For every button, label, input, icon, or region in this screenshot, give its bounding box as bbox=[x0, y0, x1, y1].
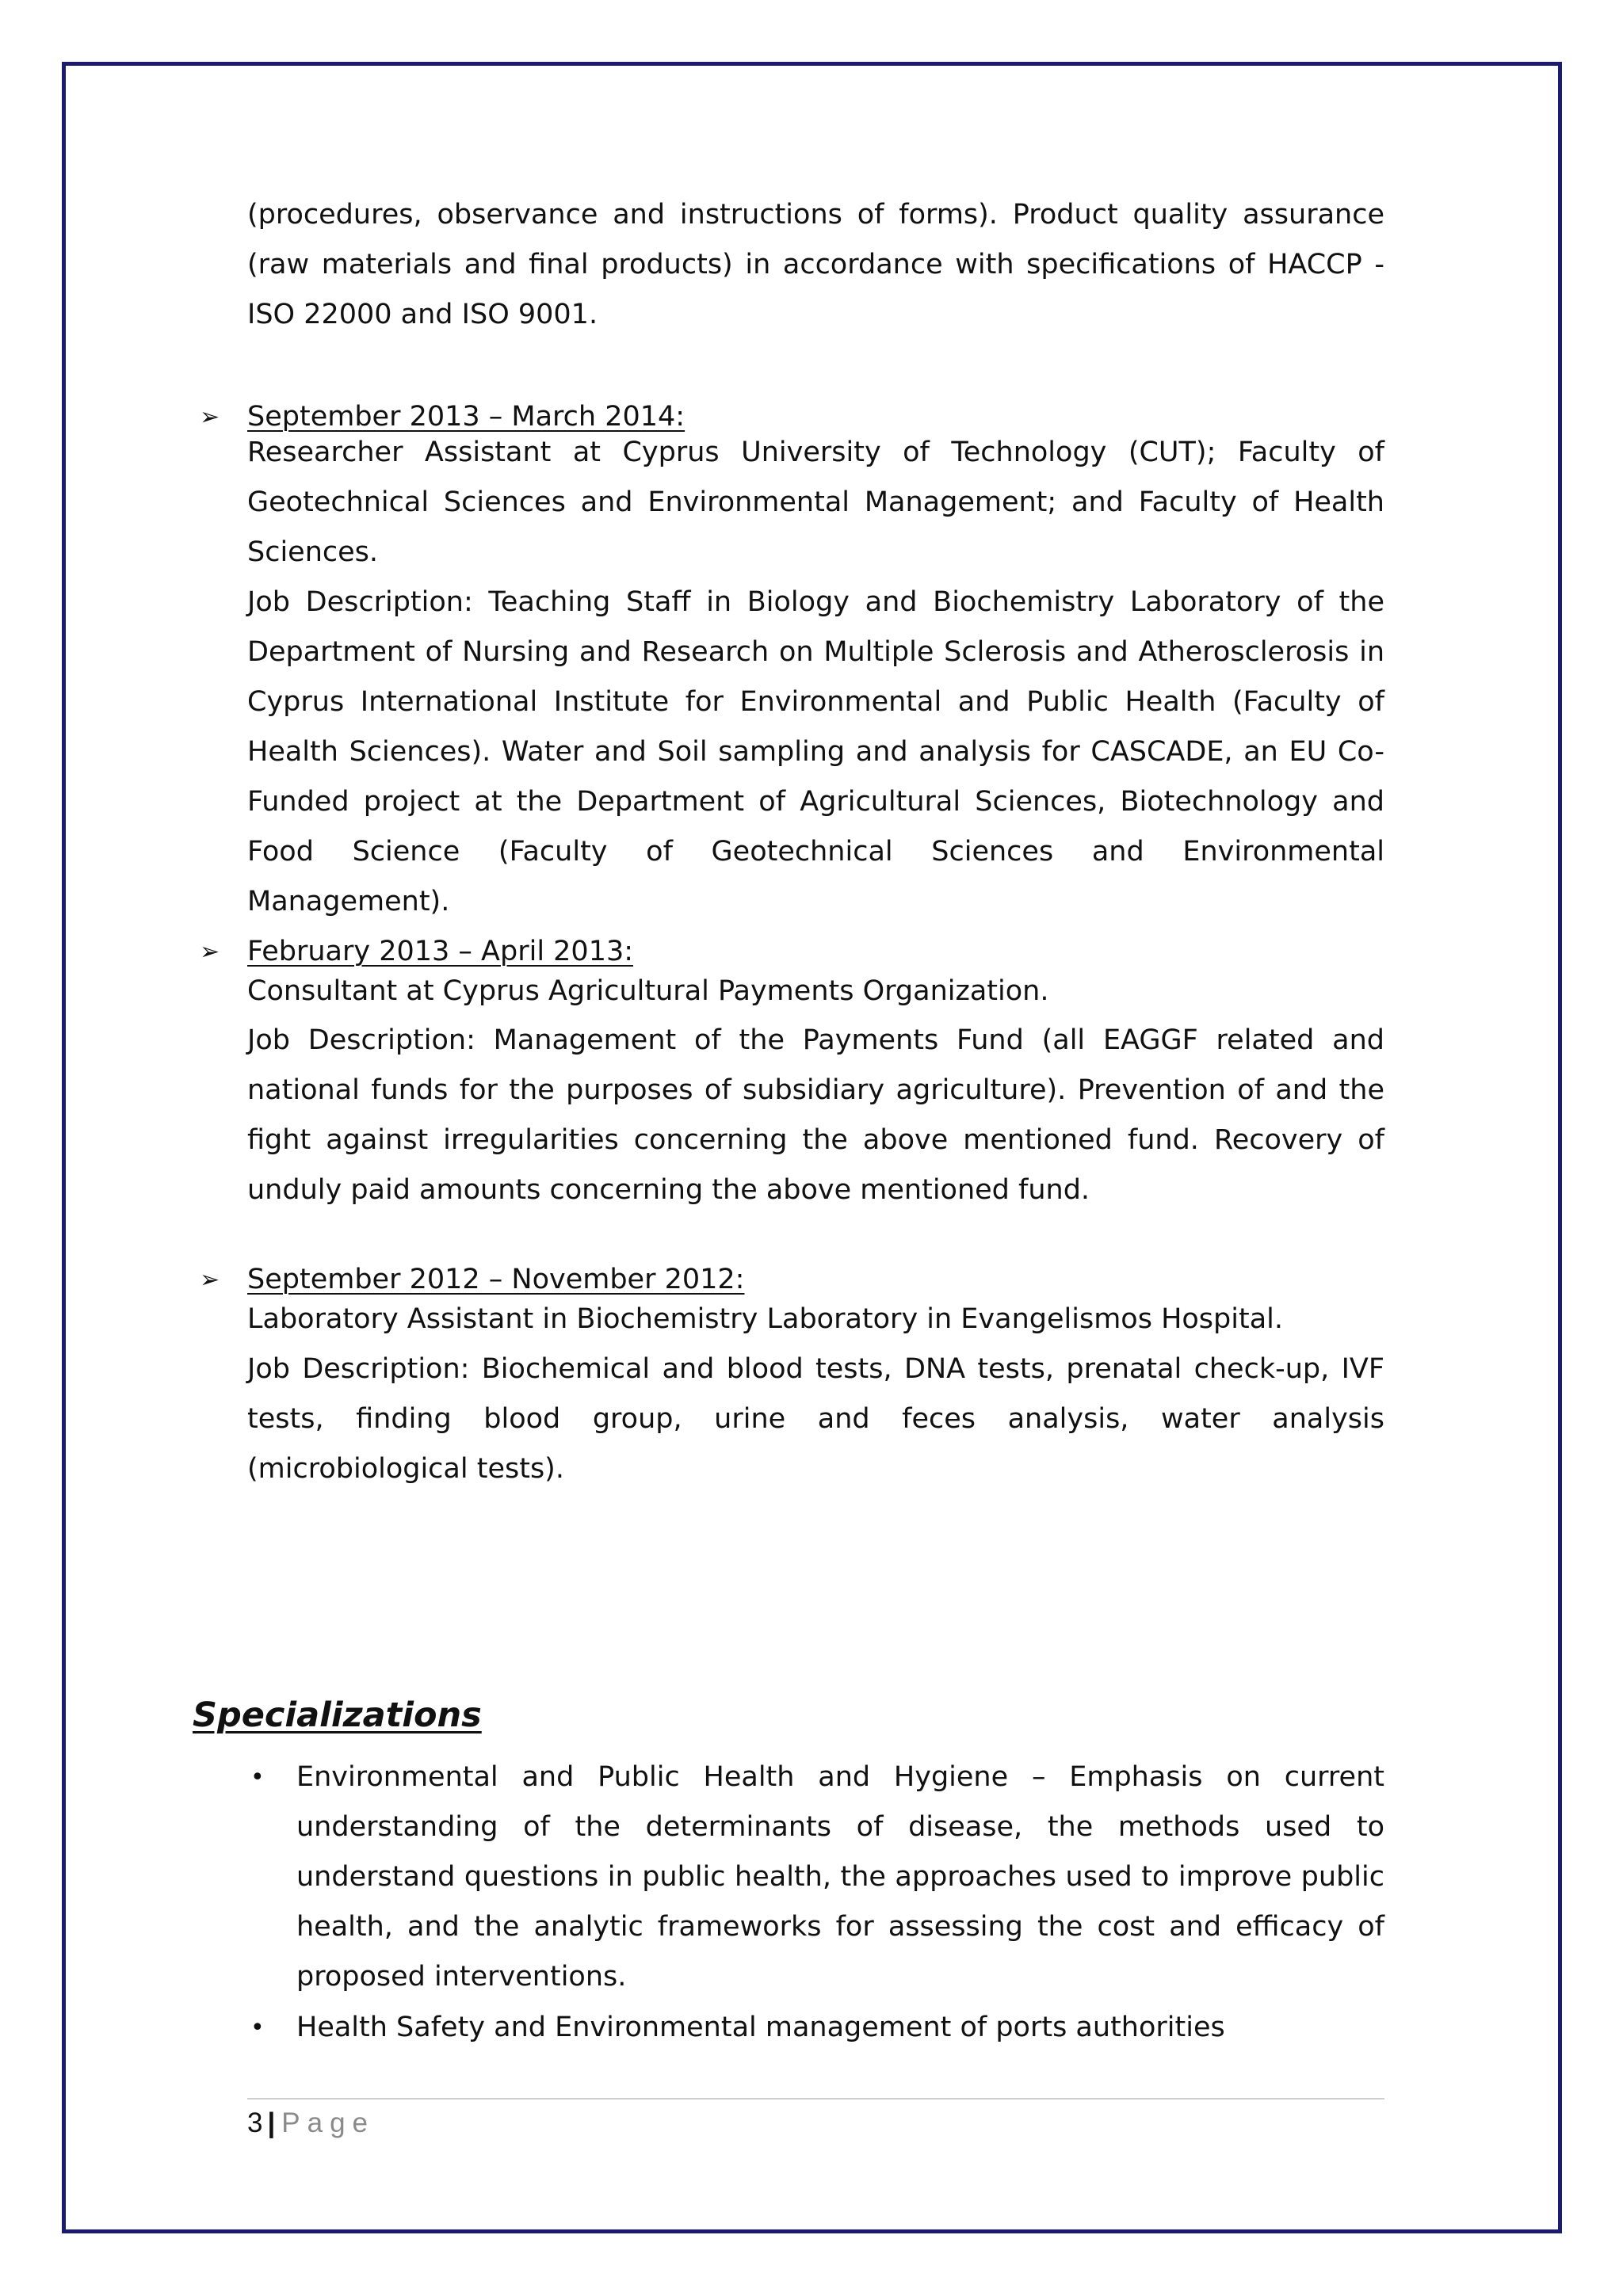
experience-position: Researcher Assistant at Cyprus University of Technology (CUT); Faculty of Geotechnical Sciences and Environmental Management; and Faculty of Health Sciences. bbox=[247, 437, 1384, 568]
experience-period: September 2013 – March 2014: bbox=[247, 401, 685, 433]
arrow-bullet-icon: ➢ bbox=[200, 1266, 220, 1294]
experience-description: Job Description: Teaching Staff in Biology and Biochemistry Laboratory of the Department of Nursing and Research on Multiple Sclerosis and Atherosclerosis in Cyprus International Institute for Environmental and Public Health (Faculty of Health Sciences). Water and Soil sampling and analysis for CASCADE, an EU Co-Funded project at the Department of Agricultural Sciences, Biotechnology and Food Science (Faculty of Geotechnical Sciences and Environmental Management). bbox=[247, 586, 1384, 917]
footer-divider bbox=[247, 2098, 1384, 2100]
experience-description: Job Description: Management of the Payments Fund (all EAGGF related and national funds for the purposes of subsidiary agriculture). Prevention of and the fight against irregularities concerning the above mentioned fund. Recovery of unduly paid amounts concerning the above mentioned fund. bbox=[247, 1024, 1384, 1206]
experience-position: Laboratory Assistant in Biochemistry Laboratory in Evangelismos Hospital. bbox=[247, 1303, 1283, 1335]
page-footer bbox=[247, 2101, 375, 2145]
experience-period: September 2012 – November 2012: bbox=[247, 1264, 745, 1295]
experience-description: Job Description: Biochemical and blood tests, DNA tests, prenatal check-up, IVF tests, finding blood group, urine and feces analysis, water analysis (microbiological tests). bbox=[247, 1353, 1384, 1485]
specializations-heading: Specializations bbox=[193, 1695, 482, 1735]
page-label: Page bbox=[281, 2107, 376, 2138]
experience-period: February 2013 – April 2013: bbox=[247, 936, 634, 967]
arrow-bullet-icon: ➢ bbox=[200, 938, 220, 966]
dot-bullet-icon: • bbox=[250, 1764, 265, 1791]
intro-paragraph: (procedures, observance and instructions of forms). Product quality assurance (raw materials and final products) in accordance with specifications of HACCP - ISO 22000 and ISO 9001. bbox=[247, 199, 1384, 330]
page-number: 3 bbox=[247, 2107, 263, 2138]
footer-separator: | bbox=[267, 2107, 276, 2138]
arrow-bullet-icon: ➢ bbox=[200, 403, 220, 431]
experience-position: Consultant at Cyprus Agricultural Payments Organization. bbox=[247, 975, 1049, 1007]
dot-bullet-icon: • bbox=[250, 2014, 265, 2042]
specialization-item: Health Safety and Environmental management of ports authorities bbox=[296, 2012, 1225, 2043]
specialization-item: Environmental and Public Health and Hygiene – Emphasis on current understanding of the determinants of disease, the methods used to understand questions in public health, the approaches used to improve public health, and the analytic frameworks for assessing the cost and efficacy of proposed interventions. bbox=[296, 1761, 1384, 1993]
